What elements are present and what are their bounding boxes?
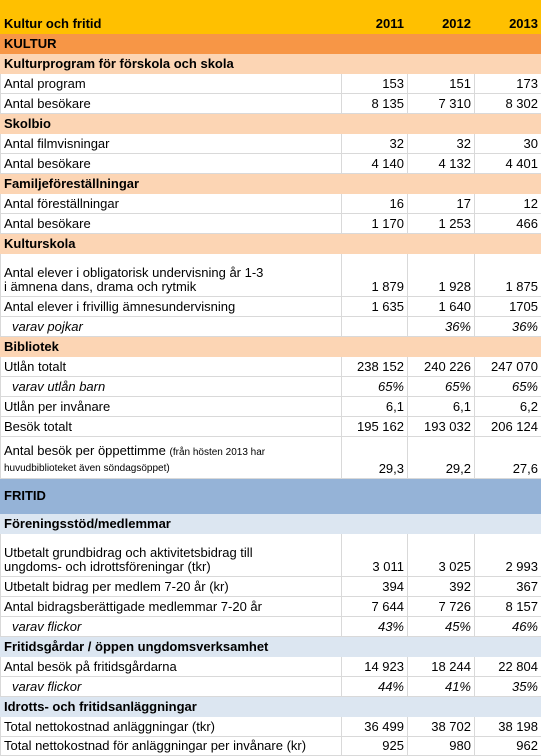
subsection-title: Idrotts- och fritidsanläggningar bbox=[1, 697, 541, 717]
subsection-title: Familjeföreställningar bbox=[1, 174, 541, 194]
subsection-header bbox=[1, 234, 541, 254]
cell-value: 1 253 bbox=[408, 214, 475, 234]
cell-value: 6,1 bbox=[342, 397, 408, 417]
cell-value: 41% bbox=[408, 677, 475, 697]
cell-value: 16 bbox=[342, 194, 408, 214]
title-row bbox=[1, 1, 541, 34]
cell-value: 3 011 bbox=[342, 534, 408, 577]
cell-value: 1 879 bbox=[342, 254, 408, 297]
cell-value: 2 993 bbox=[475, 534, 541, 577]
table-row bbox=[1, 617, 541, 637]
cell-value: 36% bbox=[475, 317, 541, 337]
row-label: Antal besökare bbox=[1, 154, 342, 174]
subsection-title: Kulturprogram för förskola och skola bbox=[1, 54, 541, 74]
row-label: Antal filmvisningar bbox=[1, 134, 342, 154]
table-row bbox=[1, 677, 541, 697]
table-row bbox=[1, 317, 541, 337]
cell-value: 394 bbox=[342, 577, 408, 597]
row-label: Antal besök på fritidsgårdarna bbox=[1, 657, 342, 677]
table-title: Kultur och fritid bbox=[1, 1, 342, 34]
cell-value: 392 bbox=[408, 577, 475, 597]
cell-value: 7 726 bbox=[408, 597, 475, 617]
subsection-header bbox=[1, 337, 541, 357]
label-line: Utbetalt grundbidrag och aktivitetsbidrag till bbox=[4, 545, 253, 560]
row-label bbox=[1, 437, 342, 479]
table-row bbox=[1, 717, 541, 737]
cell-value: 12 bbox=[475, 194, 541, 214]
row-label: Besök totalt bbox=[1, 417, 342, 437]
label-line: ungdoms- och idrottsföreningar (tkr) bbox=[4, 559, 211, 574]
cell-value: 1 928 bbox=[408, 254, 475, 297]
section-header-fritid bbox=[1, 479, 541, 514]
table-row bbox=[1, 254, 541, 297]
subsection-header bbox=[1, 174, 541, 194]
cell-value: 4 132 bbox=[408, 154, 475, 174]
cell-value: 962 bbox=[475, 737, 541, 756]
subsection-title: Kulturskola bbox=[1, 234, 541, 254]
cell-value: 38 702 bbox=[408, 717, 475, 737]
cell-value: 6,2 bbox=[475, 397, 541, 417]
subsection-header bbox=[1, 514, 541, 534]
row-label: Antal föreställningar bbox=[1, 194, 342, 214]
table-row bbox=[1, 154, 541, 174]
cell-value: 4 401 bbox=[475, 154, 541, 174]
cell-value: 1 170 bbox=[342, 214, 408, 234]
row-label: Total nettokostnad anläggningar (tkr) bbox=[1, 717, 342, 737]
subsection-header bbox=[1, 54, 541, 74]
table-row bbox=[1, 134, 541, 154]
cell-value: 38 198 bbox=[475, 717, 541, 737]
cell-value: 153 bbox=[342, 74, 408, 94]
cell-value: 980 bbox=[408, 737, 475, 756]
table-row bbox=[1, 397, 541, 417]
table-row bbox=[1, 437, 541, 479]
cell-value: 466 bbox=[475, 214, 541, 234]
cell-value: 30 bbox=[475, 134, 541, 154]
cell-value: 46% bbox=[475, 617, 541, 637]
cell-value: 151 bbox=[408, 74, 475, 94]
cell-value: 1 635 bbox=[342, 297, 408, 317]
cell-value: 35% bbox=[475, 677, 541, 697]
cell-value: 14 923 bbox=[342, 657, 408, 677]
cell-value: 238 152 bbox=[342, 357, 408, 377]
table-row bbox=[1, 737, 541, 756]
cell-value: 18 244 bbox=[408, 657, 475, 677]
row-label: Utlån totalt bbox=[1, 357, 342, 377]
table-row bbox=[1, 74, 541, 94]
table-row bbox=[1, 577, 541, 597]
cell-value: 32 bbox=[342, 134, 408, 154]
cell-value: 8 157 bbox=[475, 597, 541, 617]
subsection-title: Fritidsgårdar / öppen ungdomsverksamhet bbox=[1, 637, 541, 657]
row-label: varav utlån barn bbox=[1, 377, 342, 397]
row-label: Utlån per invånare bbox=[1, 397, 342, 417]
cell-value: 8 135 bbox=[342, 94, 408, 114]
table-row bbox=[1, 597, 541, 617]
row-label: Utbetalt bidrag per medlem 7-20 år (kr) bbox=[1, 577, 342, 597]
table-row bbox=[1, 377, 541, 397]
table-row bbox=[1, 297, 541, 317]
section-header-kultur bbox=[1, 34, 541, 54]
label-line: Antal elever i obligatorisk undervisning år 1-3 bbox=[4, 265, 263, 280]
cell-value bbox=[342, 317, 408, 337]
cell-value: 44% bbox=[342, 677, 408, 697]
cell-value: 65% bbox=[408, 377, 475, 397]
cell-value: 36% bbox=[408, 317, 475, 337]
cell-value: 43% bbox=[342, 617, 408, 637]
row-label: Antal bidragsberättigade medlemmar 7-20 år bbox=[1, 597, 342, 617]
cell-value: 45% bbox=[408, 617, 475, 637]
cell-value: 7 644 bbox=[342, 597, 408, 617]
cell-value: 206 124 bbox=[475, 417, 541, 437]
cell-value: 6,1 bbox=[408, 397, 475, 417]
cell-value: 195 162 bbox=[342, 417, 408, 437]
row-label: Antal besökare bbox=[1, 94, 342, 114]
row-label: varav pojkar bbox=[1, 317, 342, 337]
label-line: i ämnena dans, drama och rytmik bbox=[4, 279, 196, 294]
cell-value: 925 bbox=[342, 737, 408, 756]
cell-value: 1705 bbox=[475, 297, 541, 317]
cell-value: 27,6 bbox=[475, 437, 541, 479]
cell-value: 173 bbox=[475, 74, 541, 94]
cell-value: 1 640 bbox=[408, 297, 475, 317]
cell-value: 8 302 bbox=[475, 94, 541, 114]
cell-value: 36 499 bbox=[342, 717, 408, 737]
table-row bbox=[1, 214, 541, 234]
subsection-title: Skolbio bbox=[1, 114, 541, 134]
table-row bbox=[1, 534, 541, 577]
label-text: Antal besök per öppettimme bbox=[4, 443, 166, 458]
subsection-header bbox=[1, 697, 541, 717]
cell-value: 65% bbox=[475, 377, 541, 397]
cell-value: 367 bbox=[475, 577, 541, 597]
row-label: Antal besökare bbox=[1, 214, 342, 234]
subsection-header bbox=[1, 637, 541, 657]
cell-value: 29,2 bbox=[408, 437, 475, 479]
row-label bbox=[1, 534, 342, 577]
subsection-header bbox=[1, 114, 541, 134]
section-title: KULTUR bbox=[1, 34, 541, 54]
row-label bbox=[1, 254, 342, 297]
cell-value: 22 804 bbox=[475, 657, 541, 677]
section-title: FRITID bbox=[1, 479, 541, 514]
row-label: Antal elever i frivillig ämnesundervisning bbox=[1, 297, 342, 317]
label-note: huvudbiblioteket även söndagsöppet) bbox=[4, 463, 170, 474]
cell-value: 240 226 bbox=[408, 357, 475, 377]
label-note: (från hösten 2013 har bbox=[170, 447, 266, 458]
cell-value: 4 140 bbox=[342, 154, 408, 174]
subsection-title: Bibliotek bbox=[1, 337, 541, 357]
year-header: 2012 bbox=[408, 1, 475, 34]
row-label: varav flickor bbox=[1, 617, 342, 637]
table-row bbox=[1, 657, 541, 677]
cell-value: 29,3 bbox=[342, 437, 408, 479]
cell-value: 17 bbox=[408, 194, 475, 214]
row-label: varav flickor bbox=[1, 677, 342, 697]
cell-value: 193 032 bbox=[408, 417, 475, 437]
cell-value: 65% bbox=[342, 377, 408, 397]
table-row bbox=[1, 194, 541, 214]
cell-value: 1 875 bbox=[475, 254, 541, 297]
table-row bbox=[1, 417, 541, 437]
table-row bbox=[1, 94, 541, 114]
row-label: Antal program bbox=[1, 74, 342, 94]
cell-value: 247 070 bbox=[475, 357, 541, 377]
row-label: Total nettokostnad för anläggningar per invånare (kr) bbox=[1, 737, 342, 756]
cell-value: 32 bbox=[408, 134, 475, 154]
table-row bbox=[1, 357, 541, 377]
cell-value: 7 310 bbox=[408, 94, 475, 114]
cell-value: 3 025 bbox=[408, 534, 475, 577]
subsection-title: Föreningsstöd/medlemmar bbox=[1, 514, 541, 534]
year-header: 2011 bbox=[342, 1, 408, 34]
year-header: 2013 bbox=[475, 1, 541, 34]
